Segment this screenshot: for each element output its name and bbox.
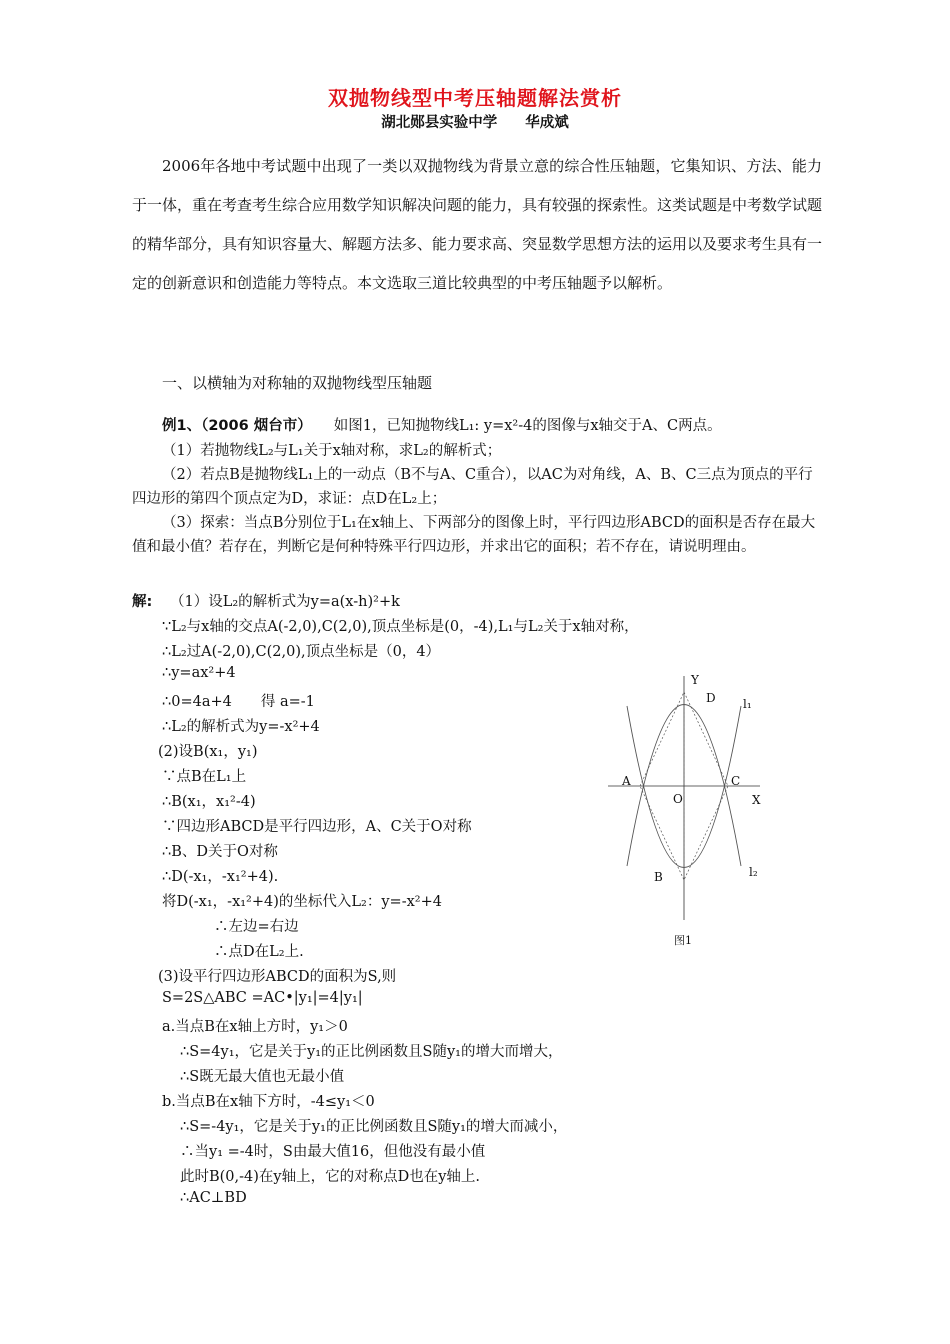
solution-line: （1）设L₂的解析式为y=a(x-h)²+k xyxy=(170,594,400,610)
solution-line: ∴D(-x₁，-x₁²+4). xyxy=(162,869,279,885)
point-d-label: D xyxy=(706,691,716,705)
solution-line: ∴B(x₁，x₁²-4) xyxy=(162,794,256,810)
solution-line: ∴S=4y₁，它是关于y₁的正比例函数且S随y₁的增大而增大， xyxy=(180,1044,563,1060)
solution-line: a.当点B在x轴上方时，y₁＞0 xyxy=(162,1019,348,1035)
solution-line: ∴当y₁ =-4时，S由最大值16，但他没有最小值 xyxy=(180,1144,486,1160)
solution-line: ∴y=ax²+4 xyxy=(162,665,236,681)
x-axis-label: X xyxy=(752,793,761,807)
solution-line: (3)设平行四边形ABCD的面积为S,则 xyxy=(158,969,397,985)
point-c-label: C xyxy=(731,774,741,788)
figure-caption: 图1 xyxy=(674,934,692,947)
solution-line: 此时B(0,-4)在y轴上，它的对称点D也在y轴上. xyxy=(180,1169,481,1185)
solution-line: ∵L₂与x轴的交点A(-2,0),C(2,0),顶点坐标是(0，-4),L₁与L₂关于x轴对称， xyxy=(162,619,639,635)
author-name: 华成斌 xyxy=(525,115,569,131)
author-line xyxy=(0,111,950,132)
solution-line: ∴左边=右边 xyxy=(214,919,299,935)
example-label: 例1、（2006 烟台市） xyxy=(162,418,312,434)
solution-line: b.当点B在x轴下方时，-4≤y₁＜0 xyxy=(162,1094,375,1110)
solution-line: ∴0=4a+4 得 a=-1 xyxy=(162,694,315,710)
figure-1 xyxy=(600,662,780,952)
solution-line: ∴S=-4y₁，它是关于y₁的正比例函数且S随y₁的增大而减小， xyxy=(180,1119,568,1135)
solution-line: ∵四边形ABCD是平行四边形，A、C关于O对称 xyxy=(162,819,472,835)
author-school: 湖北郧县实验中学 xyxy=(381,115,498,131)
point-b-label: B xyxy=(654,870,663,884)
solution-label: 解: xyxy=(132,594,153,610)
question-1: （1）若抛物线L₂与L₁关于x轴对称，求L₂的解析式； xyxy=(162,443,502,459)
solution-line: (2)设B(x₁，y₁) xyxy=(158,744,258,760)
origin-label: O xyxy=(673,792,683,806)
solution-line: ∵点B在L₁上 xyxy=(162,769,247,785)
solution-line: ∴B、D关于O对称 xyxy=(162,844,278,860)
solution-line: ∴L₂的解析式为y=-x²+4 xyxy=(162,719,320,735)
question-2: （2）若点B是抛物线L₁上的一动点（B不与A、C重合），以AC为对角线，A、B、C三点为顶点的平行四边形的第四个顶点定为D，求证：点D在L₂上； xyxy=(132,467,813,507)
question-3: （3）探索：当点B分别位于L₁在x轴上、下两部分的图像上时，平行四边形ABCD的面积是否存在最大值和最小值？若存在，判断它是何种特殊平行四边形，并求出它的面积；若不存在，请说明理由。 xyxy=(132,515,816,555)
solution-line: ∴L₂过A(-2,0),C(2,0),顶点坐标是（0，4） xyxy=(162,644,441,660)
curve-l2-label: l₂ xyxy=(749,865,758,879)
solution-line: ∴点D在L₂上. xyxy=(214,944,304,960)
example-statement: 如图1，已知抛物线L₁: y=x²-4的图像与x轴交于A、C两点。 xyxy=(333,418,722,434)
curve-l1-label: l₁ xyxy=(743,697,752,711)
y-axis-label: Y xyxy=(691,673,699,687)
solution-line: 将D(-x₁，-x₁²+4)的坐标代入L₂：y=-x²+4 xyxy=(162,894,442,910)
intro-paragraph xyxy=(132,147,822,303)
section-heading: 一、以横轴为对称轴的双抛物线型压轴题 xyxy=(162,374,433,392)
page-title: 双抛物线型中考压轴题解法赏析 xyxy=(328,86,622,110)
intro-text: 2006年各地中考试题中出现了一类以双抛物线为背景立意的综合性压轴题，它集知识、方法、能力于一体，重在考查考生综合应用数学知识解决问题的能力，具有较强的探索性。这类试题是中考数学试题的精华部分，具有知识容量大、解题方法多、能力要求高、突显数学思想方法的运用以及要求考生具有一定的创新意识和创造能力等特点。本文选取三道比较典型的中考压轴题予以解析。 xyxy=(132,157,823,292)
solution-line: S=2S△ABC =AC•|y₁|=4|y₁| xyxy=(162,990,363,1006)
example-header xyxy=(162,414,722,435)
point-a-label: A xyxy=(622,774,631,788)
solution-line: ∴AC⊥BD xyxy=(180,1190,247,1206)
solution-line: ∴S既无最大值也无最小值 xyxy=(180,1069,345,1085)
